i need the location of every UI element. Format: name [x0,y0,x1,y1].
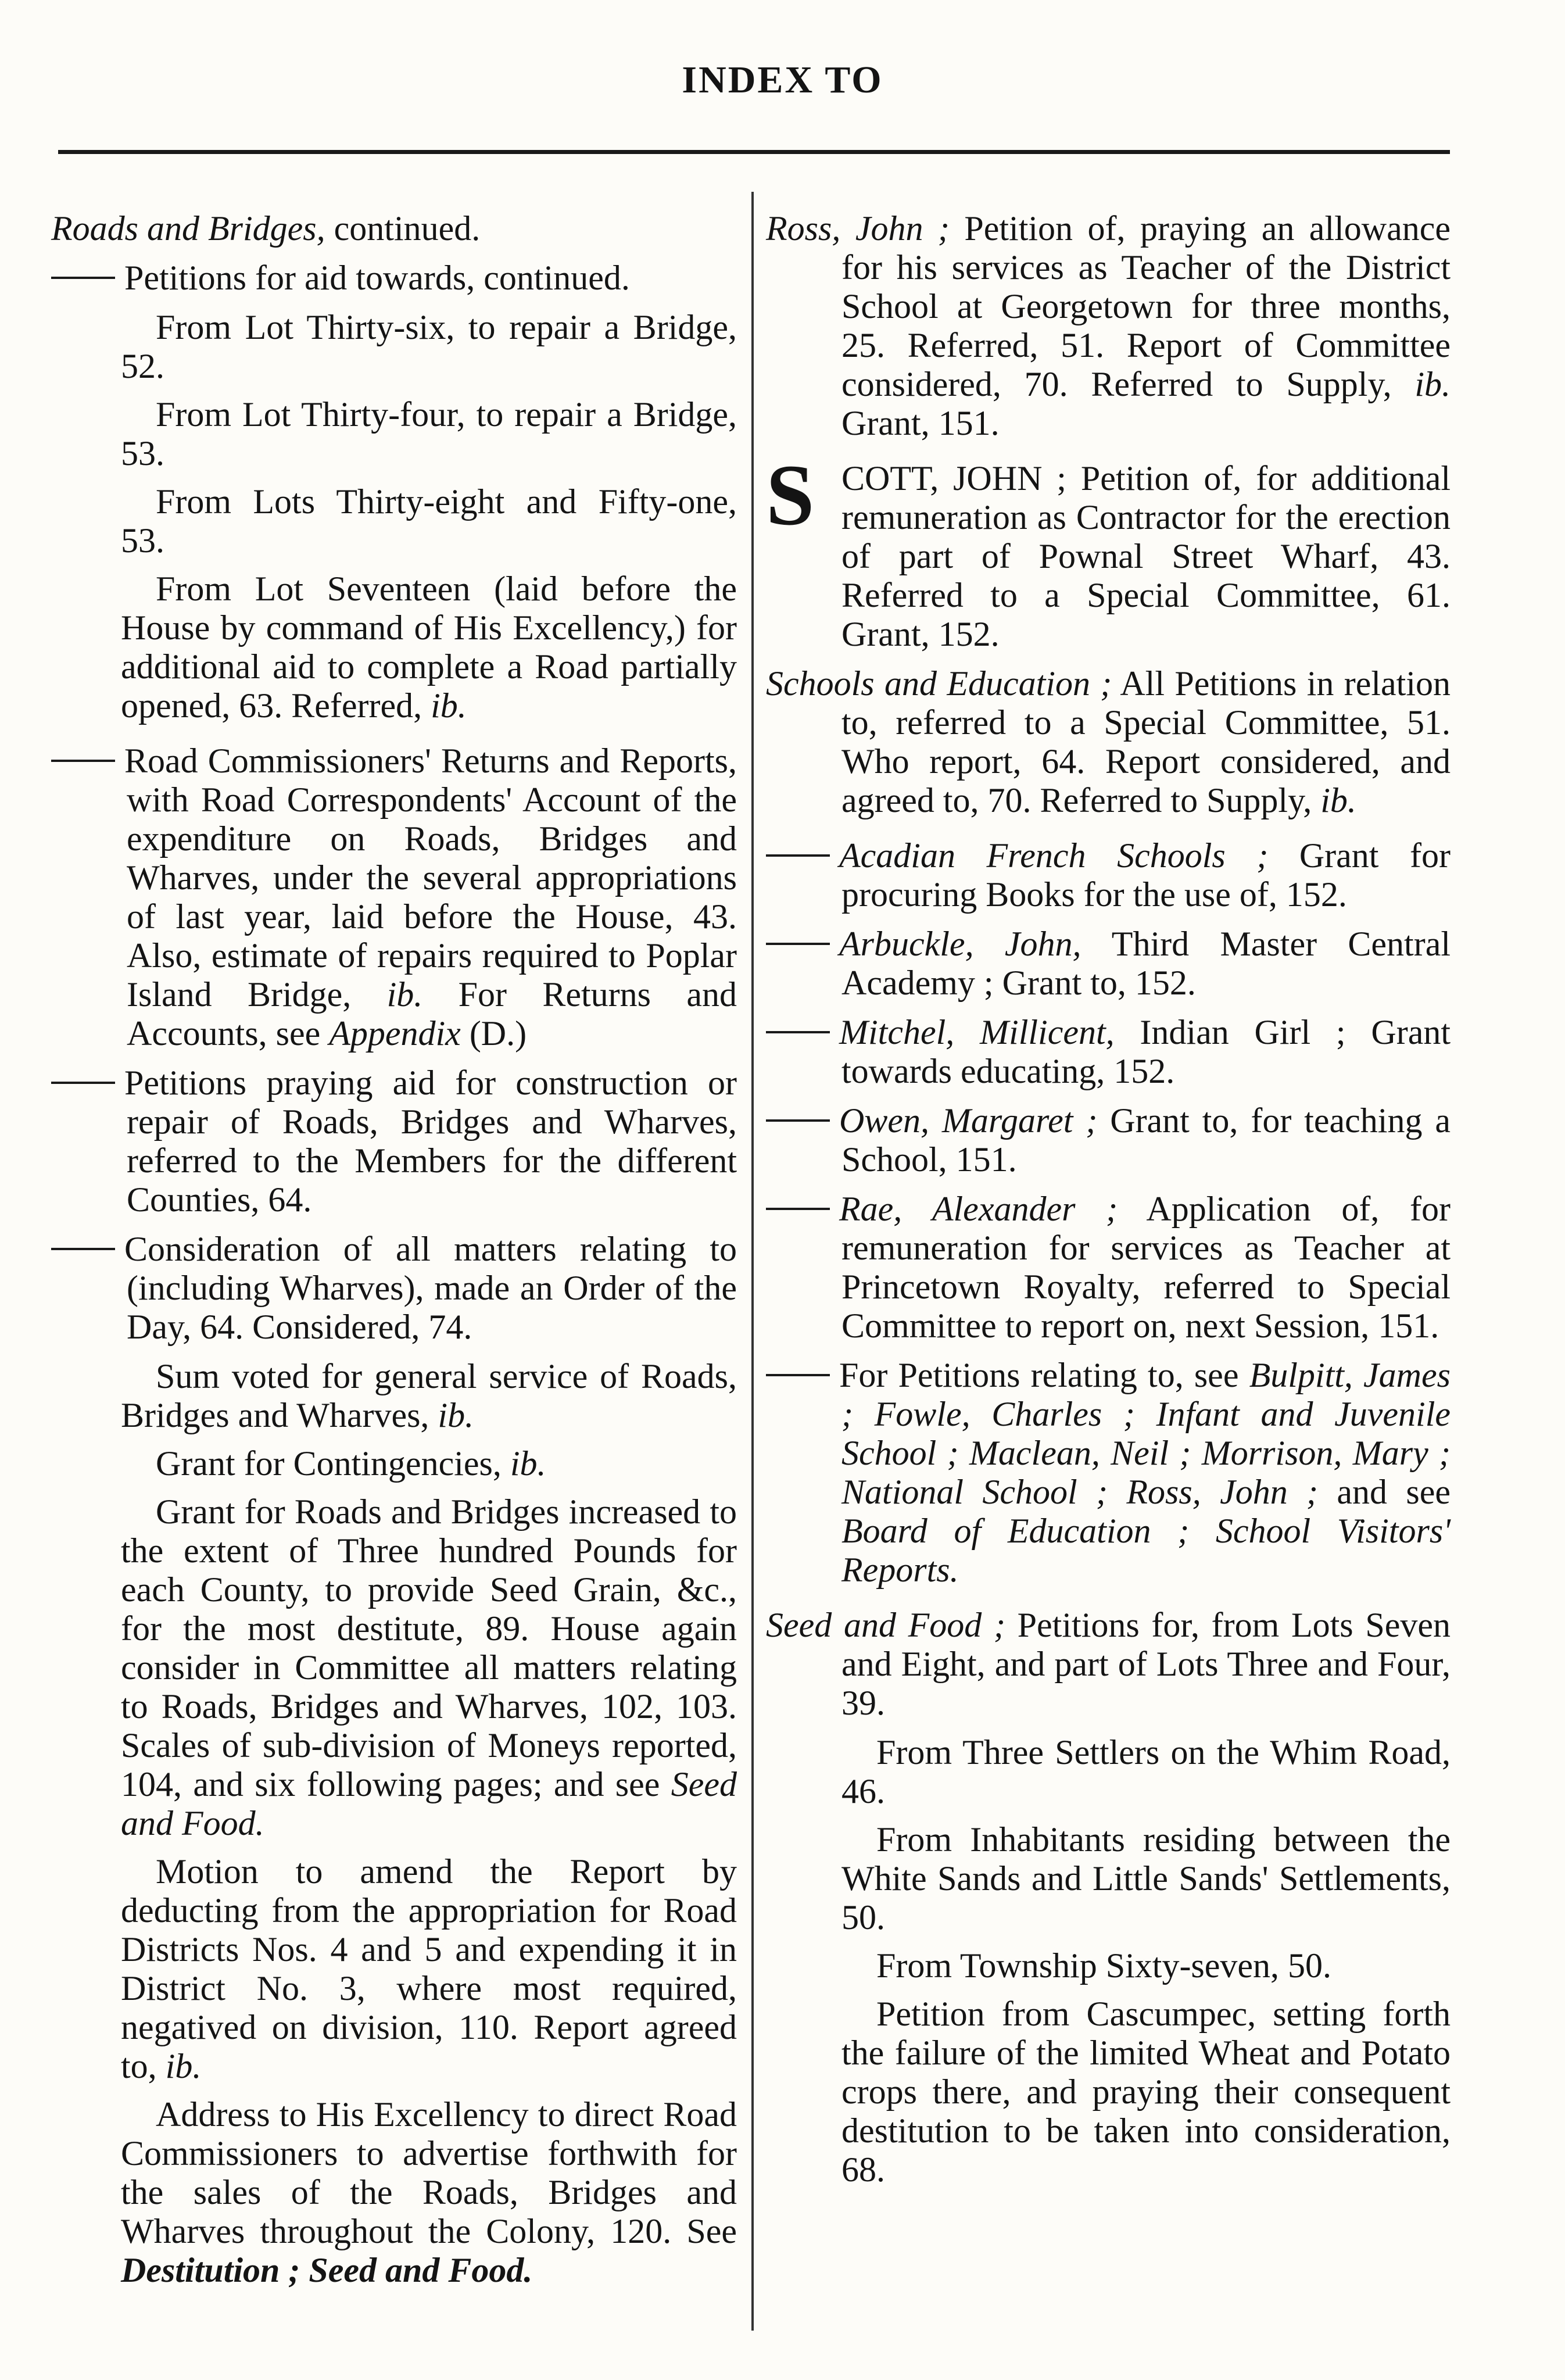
see-ref: Board of Education ; School Visitors' Reports. [841,1512,1451,1589]
see-ref: Bulpitt, James ; Fowle, Charles ; Infant and Juvenile School ; Maclean, Neil ; Morrison, Mary ; National School ; Ross, John ; [841,1356,1451,1511]
item-text: Grant for Contingencies, [156,1444,510,1483]
column-divider [751,192,754,2331]
item-motion-amend [51,1852,737,2086]
item-sum-voted [51,1357,737,1435]
item-lot-seventeen [51,570,737,725]
entry-heading: Roads and Bridges, [51,209,325,248]
item-text: From Lot Seventeen (laid before the House by command of His Excellency,) for additional aid to complete a Road partially opened, 63. Referred, [121,570,737,725]
dash-rule [51,1082,115,1084]
left-column [51,209,737,2299]
item-white-sands: From Inhabitants residing between the White Sands and Little Sands' Settlements, 50. [841,1820,1451,1937]
subentry-petitions-aid [51,259,737,298]
dash-rule [51,1248,115,1250]
dash-rule [766,1119,830,1122]
item-text: Sum voted for general service of Roads, Bridges and Wharves, [121,1357,737,1434]
entry-text: Road Commissioners' Returns and Reports, with Road Correspondents' Account of the expenditure on Roads, Bridges and Wharves, under the several appropriations of last year, laid before the House, 43. Also, estimate of repairs required to Poplar Island Bridge, [124,742,737,1014]
dash-rule [766,854,830,857]
ib-ref: ib. [1320,781,1356,819]
subentry-arbuckle [766,925,1451,1003]
entry-heading: COTT, JOHN ; [841,459,1066,498]
ib-ref: ib. [510,1444,546,1483]
entry-text: For Petitions relating to, see [839,1356,1249,1394]
ib-ref: ib. [1414,365,1451,403]
entry-text: Application of, for remuneration for services as Teacher at Princetown Royalty, referred to Special Committee to report on, next Session, 151. [841,1190,1451,1345]
entry-ross-john [766,209,1451,443]
entry-heading: Rae, Alexander ; [839,1190,1118,1228]
item-text: Motion to amend the Report by deducting from the appropriation for Road Districts Nos. 4 and 5 and expending it in District No. 3, where most required, negatived on division, 110. Report agreed to, [121,1852,737,2085]
entry-text: Petition of, praying an allowance for his services as Teacher of the District School at Georgetown for three months, 25. Referred, 51. Report of Committee considered, 70. Referred to Supply, [841,209,1451,403]
item-township-sixty-seven: From Township Sixty-seven, 50. [876,1946,1332,1985]
dash-rule [51,760,115,762]
entry-text: Grant to, for teaching a School, 151. [841,1101,1451,1179]
entry-text: Petitions for, from Lots Seven and Eight, and part of Lots Three and Four, 39. [841,1606,1451,1722]
entry-text: Third Master Central Academy ; Grant to, 152. [841,925,1451,1002]
item-contingencies [51,1444,737,1483]
subentry-owen [766,1101,1451,1179]
entry-heading: Owen, Margaret ; [839,1101,1098,1140]
subentry-rae [766,1190,1451,1345]
entry-heading: Mitchel, Millicent, [839,1013,1115,1051]
entry-text: Consideration of all matters relating to (including Wharves), made an Order of the Day, 64. Considered, 74. [124,1230,737,1346]
entry-text: Petition of, for additional remuneration as Contractor for the erection of part of Pownal Street Wharf, 43. Referred to a Special Committee, 61. Grant, 152. [841,459,1451,653]
item-lot-thirty-six: From Lot Thirty-six, to repair a Bridge, 52. [121,308,737,385]
entry-heading: Seed and Food ; [766,1606,1005,1644]
entry-text: For Returns and Accounts, see [127,975,737,1053]
entry-text: Grant for procuring Books for the use of, 152. [841,836,1451,914]
entry-text: and see [1318,1473,1451,1511]
see-ref: Destitution ; Seed and Food. [121,2251,533,2289]
ib-ref: ib. [431,686,467,725]
item-grant-increased [51,1493,737,1843]
entry-heading: Ross, John ; [766,209,950,248]
dash-rule [766,943,830,945]
entry-scott-john [766,447,1451,654]
item-text: Grant for Roads and Bridges increased to the extent of Three hundred Pounds for each County, to provide Seed Grain, &c., for the most destitute, 89. House again consider in Committee all matters relating to Roads, Bridges and Wharves, 102, 103. Scales of sub-division of Moneys reported, 104, and six following pages; and see [121,1493,737,1803]
right-column [766,209,1451,2199]
page-header: INDEX TO [682,59,883,101]
entry-seed-and-food [766,1606,1451,1723]
dash-rule [766,1208,830,1210]
subentry-mitchel [766,1013,1451,1091]
ib-ref: ib. [438,1396,474,1434]
ib-ref: ib. [386,975,423,1014]
item-lots-thirty-eight: From Lots Thirty-eight and Fifty-one, 53. [121,482,737,560]
entry-text: continued. [325,209,481,248]
entry-text: Indian Girl ; Grant towards educating, 152. [841,1013,1451,1090]
entry-roads-and-bridges [51,209,737,248]
drop-cap: S [766,447,815,543]
dash-rule [766,1031,830,1033]
see-ref: Seed and Food. [121,1765,737,1842]
item-whim-road: From Three Settlers on the Whim Road, 46. [841,1733,1451,1810]
entry-text: (D.) [460,1014,527,1053]
appendix-ref: Appendix [329,1014,461,1053]
subentry-see-also [766,1356,1451,1590]
item-cascumpec: Petition from Cascumpec, setting forth the failure of the limited Wheat and Potato crops there, and praying their consequent destitution to be taken into consideration, 68. [841,1995,1451,2189]
subentry-acadian-schools [766,836,1451,914]
dash-rule [51,277,115,279]
ib-ref: ib. [165,2047,202,2085]
subentry-road-commissioners [51,742,737,1053]
dash-rule [766,1374,830,1376]
item-text: Address to His Excellency to direct Road Commissioners to advertise forthwith for the sales of the Roads, Bridges and Wharves throughout the Colony, 120. See [121,2095,737,2250]
subentry-petitions-construction [51,1064,737,1219]
entry-heading: Arbuckle, John, [839,925,1081,963]
header-rule [58,150,1450,154]
entry-heading: Schools and Education ; [766,664,1112,703]
item-lot-thirty-four: From Lot Thirty-four, to repair a Bridge, 53. [121,395,737,473]
subentry-consideration [51,1230,737,1347]
entry-schools-education [766,664,1451,820]
item-address-excellency [51,2095,737,2290]
entry-heading: Acadian French Schools ; [839,836,1269,875]
entry-text: Petitions for aid towards, continued. [124,259,630,297]
entry-text: All Petitions in relation to, referred to a Special Committee, 51. Who report, 64. Report considered, and agreed to, 70. Referred to Supply, [841,664,1451,819]
entry-text: Grant, 151. [841,404,1000,442]
entry-text: Petitions praying aid for construction or repair of Roads, Bridges and Wharves, referred to the Members for the different Counties, 64. [124,1064,737,1219]
